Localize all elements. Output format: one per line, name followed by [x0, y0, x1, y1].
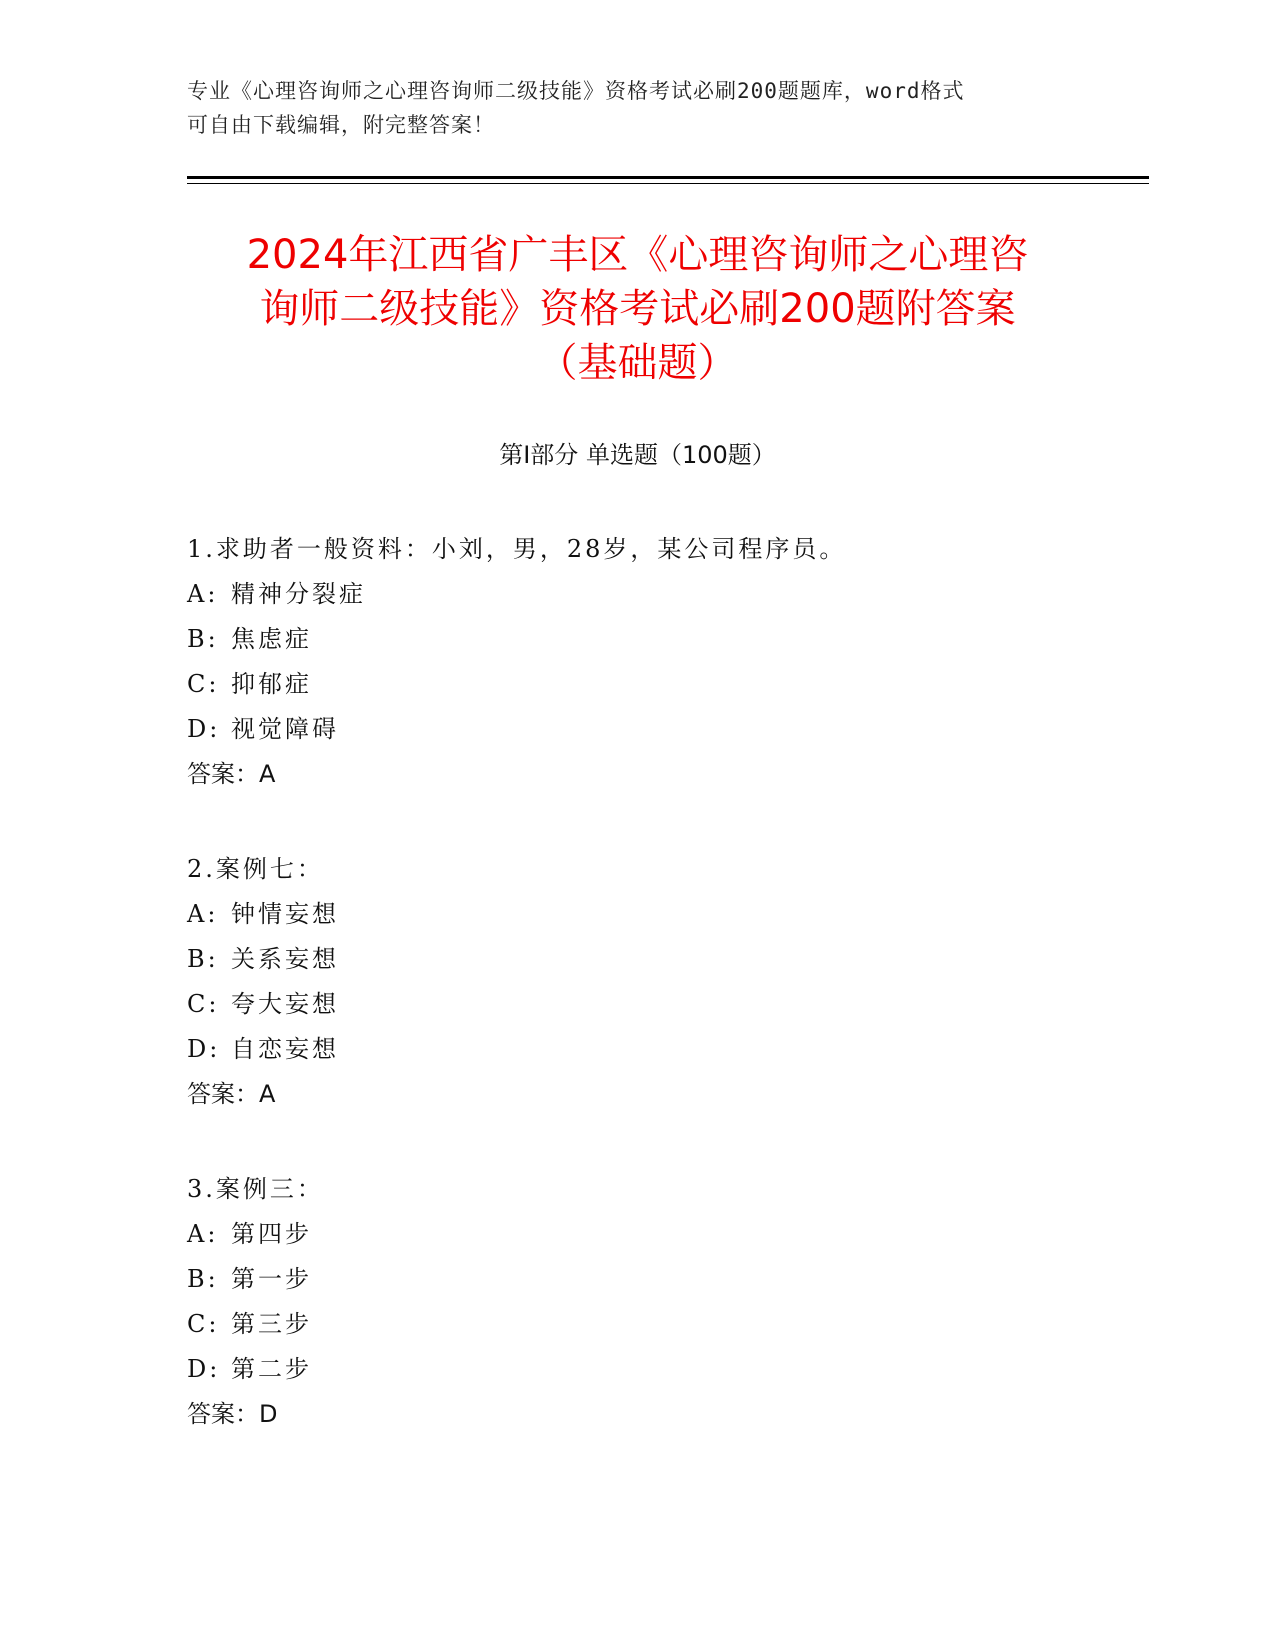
- question-stem: 1.求助者一般资料：小刘，男，28岁，某公司程序员。: [187, 535, 847, 563]
- option-text: 关系妄想: [231, 945, 339, 973]
- option-b: [187, 1257, 1127, 1302]
- header-rule-thin: [187, 183, 1149, 184]
- option-text: 第一步: [231, 1265, 312, 1293]
- option-c: [187, 1302, 1127, 1347]
- question-answer: 答案：D: [187, 1400, 278, 1428]
- option-letter: D:: [187, 1355, 221, 1383]
- header-note: [187, 74, 1067, 142]
- question-answer: 答案：A: [187, 760, 276, 788]
- question-stem: 2.案例七：: [187, 855, 324, 883]
- option-text: 第三步: [231, 1310, 312, 1338]
- option-text: 第二步: [231, 1355, 312, 1383]
- option-text: 自恋妄想: [231, 1035, 339, 1063]
- option-letter: A:: [187, 1220, 219, 1248]
- header-note-line-1: 专业《心理咨询师之心理咨询师二级技能》资格考试必刷200题题库，word格式: [187, 79, 965, 103]
- option-letter: C:: [187, 990, 220, 1018]
- option-text: 第四步: [231, 1220, 312, 1248]
- option-text: 夸大妄想: [231, 990, 339, 1018]
- option-a: [187, 892, 1127, 937]
- option-d: [187, 1027, 1127, 1072]
- option-text: 视觉障碍: [231, 715, 339, 743]
- document-title-line-3: （基础题）: [537, 340, 738, 386]
- option-text: 抑郁症: [231, 670, 312, 698]
- option-c: [187, 662, 1127, 707]
- question-stem: 3.案例三：: [187, 1175, 324, 1203]
- option-letter: B:: [187, 1265, 219, 1293]
- question-answer: 答案：A: [187, 1080, 276, 1108]
- option-letter: C:: [187, 1310, 220, 1338]
- option-letter: A:: [187, 900, 219, 928]
- section-title: 第Ⅰ部分 单选题（100题）: [499, 441, 776, 469]
- option-letter: B:: [187, 625, 219, 653]
- question-list: [187, 527, 1127, 1487]
- option-text: 精神分裂症: [231, 580, 366, 608]
- option-text: 焦虑症: [231, 625, 312, 653]
- question-3: [187, 1167, 1127, 1437]
- option-d: [187, 1347, 1127, 1392]
- document-title: [170, 228, 1105, 390]
- option-letter: D:: [187, 715, 221, 743]
- option-a: [187, 572, 1127, 617]
- header-note-line-2: 可自由下载编辑，附完整答案！: [187, 113, 495, 137]
- question-1: [187, 527, 1127, 797]
- document-title-line-1: 2024年江西省广丰区《心理咨询师之心理咨: [246, 232, 1029, 278]
- option-d: [187, 707, 1127, 752]
- header-rule-thick: [187, 176, 1149, 179]
- question-2: [187, 847, 1127, 1117]
- option-b: [187, 937, 1127, 982]
- option-text: 钟情妄想: [231, 900, 339, 928]
- option-a: [187, 1212, 1127, 1257]
- option-letter: A:: [187, 580, 219, 608]
- document-title-line-2: 询师二级技能》资格考试必刷200题附答案: [259, 286, 1016, 332]
- option-c: [187, 982, 1127, 1027]
- option-letter: C:: [187, 670, 220, 698]
- option-letter: B:: [187, 945, 219, 973]
- option-letter: D:: [187, 1035, 221, 1063]
- option-b: [187, 617, 1127, 662]
